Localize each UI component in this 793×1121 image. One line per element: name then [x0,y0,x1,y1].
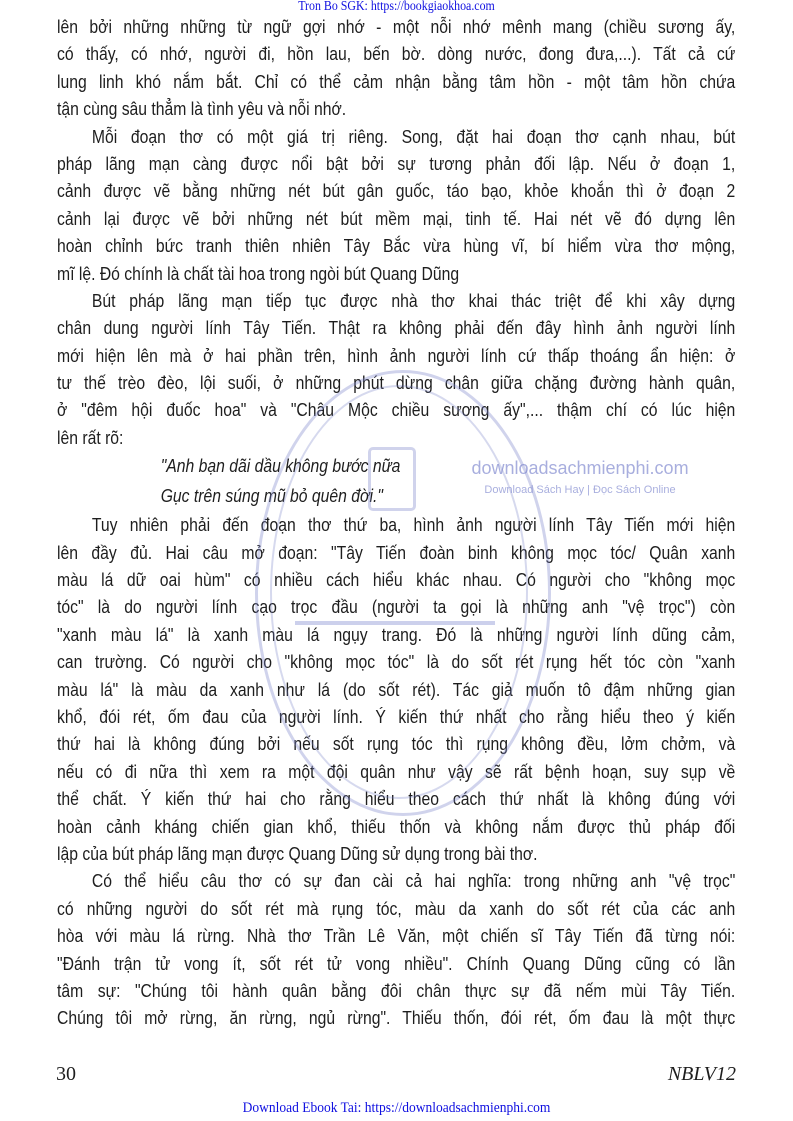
text-line: thứ hai là không đúng bởi nếu sốt rụng tóc thì rụng không đều, lởm chởm, và [57,733,736,755]
verse-line: Gục trên súng mũ bỏ quên đời." [160,485,383,507]
text-line: lên rất rõ: [57,426,124,448]
text-line: lên đầy đủ. Hai câu mở đoạn: "Tây Tiến đoàn binh không mọc tóc/ Quân xanh [57,541,736,563]
page-number: 30 [56,1063,76,1085]
paragraph [57,867,735,1031]
text-line: can trường. Có người cho "không mọc tóc" là do sốt rét rụng hết tóc còn "xanh [57,651,736,673]
paragraph [57,13,735,123]
text-line: có thấy, có nhớ, người đi, hồn lau, bến bờ. dòng nước, đong đưa,...). Tất cả cứ [57,43,736,65]
text-line: tư thế trèo đèo, lội suối, ở những phút dừng chân giữa chặng đường hành quân, [57,372,736,394]
paragraph [57,511,735,867]
text-line: có những người do sốt rét mà rụng tóc, màu da xanh do sốt rét của các anh [57,897,736,919]
text-line: cảnh được vẽ bằng những nét bút gân guốc, táo bạo, khỏe khoắn thì ở đoạn 2 [57,180,736,202]
watermark-tagline: Download Sách Hay | Đọc Sách Online [484,484,676,496]
text-line: khổ, đói rét, ốm đau của người lính. Ý kiến thứ nhất cho rằng hiểu theo ý kiến [57,705,736,727]
text-line: màu lá dữ oai hùm" có nhiều cách hiểu khác nhau. Có người cho "không mọc [57,569,736,591]
paragraph [57,123,735,287]
text-line: Bút pháp lãng mạn tiếp tục được nhà thơ khai thác triệt để khi xây dựng [91,289,736,311]
watermark-bar [295,621,495,625]
text-line: "xanh màu lá" là xanh màu lá ngụy trang. Đó là những người lính dũng cảm, [57,623,736,645]
header-link[interactable]: Tron Bo SGK: https://bookgiaokhoa.com [298,0,495,14]
text-line: Có thể hiểu câu thơ có sự đan cài cả hai nghĩa: trong những anh "vệ trọc" [91,870,736,892]
text-line: tóc" là do người lính cạo trọc đầu (người ta gọi là những anh "vệ trọc") còn [57,596,736,618]
download-link[interactable]: Download Ebook Tai: https://downloadsachmienphi.com [242,1100,551,1116]
text-line: "Đánh trận tử vong ít, sốt rét tử vong nhiều". Chính Quang Dũng cũng có lần [57,952,736,974]
text-line: cảnh lại được vẽ bởi những nét bút mềm mại, tinh tế. Hai nét vẽ đó dựng lên [57,207,736,229]
text-line: hoàn chỉnh bức tranh thiên nhiên Tây Bắc vừa hùng vĩ, bí hiểm vừa thơ mộng, [57,235,736,257]
watermark-site: downloadsachmienphi.com [471,458,689,478]
text-line: lung linh khó nắm bắt. Chỉ có thể cảm nhận bằng tâm hồn - một tâm hồn chứa [57,70,736,92]
text-line: pháp lãng mạn càng được nổi bật bởi sự tương phản đối lập. Nếu ở đoạn 1, [57,152,736,174]
text-line: thể chất. Ý kiến thứ hai cho rằng hiểu theo cách thứ nhất là không đúng với [57,788,736,810]
text-line: màu lá" là màu da xanh như lá (do sốt rét). Tác giả muốn tô đậm những gian [57,678,736,700]
text-line: Tuy nhiên phải đến đoạn thơ thứ ba, hình ảnh người lính Tây Tiến mới hiện [91,514,736,536]
book-code: NBLV12 [667,1063,736,1085]
text-line: nếu có đi nữa thì xem ra một đội quân như vậy sẽ rất bệnh hoạn, suy sụp về [57,760,736,782]
text-line: lên bởi những những từ ngữ gợi nhớ - một nỗi nhớ mênh mang (chiều sương ấy, [57,16,736,37]
book-icon [368,447,416,511]
text-line: tâm sự: "Chúng tôi hành quân bằng đôi chân thực sự đã nếm mùi Tây Tiến. [57,979,736,1001]
text-line: mới hiện lên mà ở hai phần trên, hình ảnh người lính cứ thấp thoáng ẩn hiện: ở [57,344,736,366]
text-line: hoàn cảnh kháng chiến gian khổ, thiếu thốn và không nắm được thủ pháp đối [57,815,736,837]
text-line: ở "đêm hội đuốc hoa" và "Châu Mộc chiều sương ấy",... thậm chí có lúc hiện [57,399,736,421]
text-line: tận cùng sâu thẳm là tình yêu và nỗi nhớ. [57,98,347,120]
text-line: Mỗi đoạn thơ có một giá trị riêng. Song, đặt hai đoạn thơ cạnh nhau, bút [91,125,736,147]
text-line: Chúng tôi mở rừng, ăn rừng, ngủ rừng". Thiếu thốn, đói rét, ốm đau là một thực [57,1007,736,1029]
text-line: lập của bút pháp lãng mạn được Quang Dũng sử dụng trong bài thơ. [57,842,538,864]
paragraph [57,287,735,451]
text-line: hòa với màu lá rừng. Nhà thơ Trần Lê Văn, một chiến sĩ Tây Tiến đã từng nói: [57,925,736,947]
verse-line: "Anh bạn dãi dầu không bước nữa [160,455,401,477]
body-text [57,13,735,1032]
text-line: mĩ lệ. Đó chính là chất tài hoa trong ngòi bút Quang Dũng [57,262,460,284]
text-line: chân dung người lính Tây Tiến. Thật ra không phải đến đây hình ảnh người lính [57,317,736,339]
